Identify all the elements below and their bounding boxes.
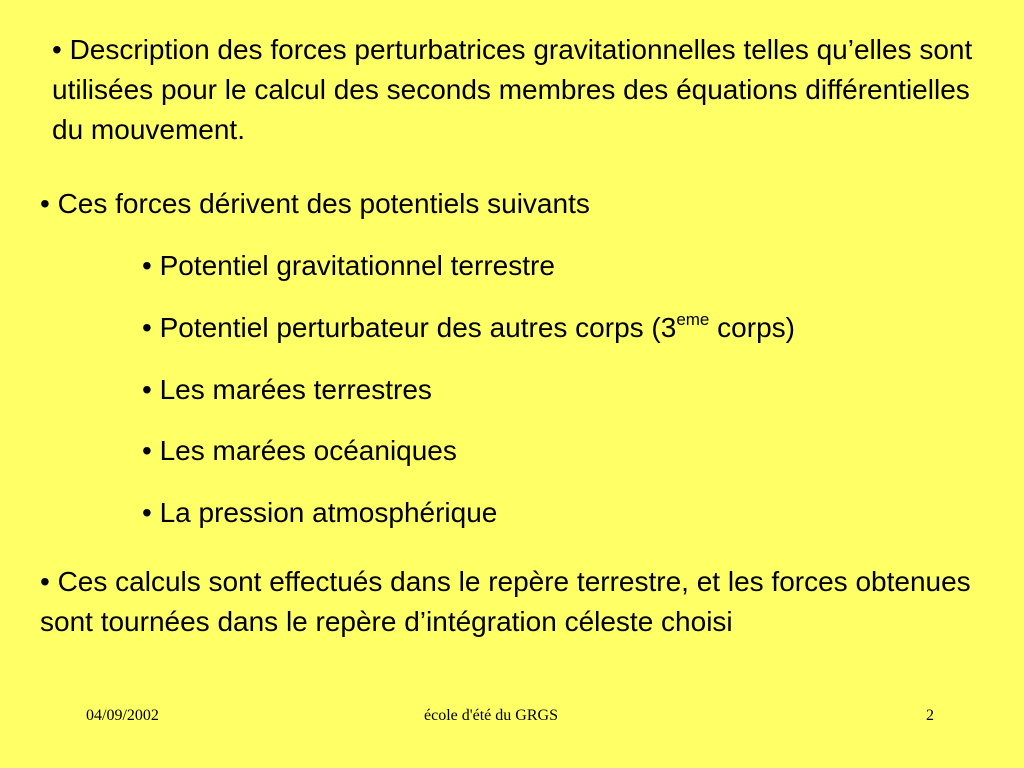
footer-title: école d'été du GRGS — [424, 707, 558, 724]
sub-bullet-third-body-suffix: corps) — [709, 312, 795, 343]
superscript-eme: eme — [676, 310, 710, 329]
sub-bullet-earth-tides: • Les marées terrestres — [142, 374, 432, 405]
bullet-potentials-intro: • Ces forces dérivent des potentiels suivants — [40, 188, 590, 219]
sub-bullet-ocean-tides: • Les marées océaniques — [142, 435, 457, 466]
sub-bullet-atmospheric-pressure: • La pression atmosphérique — [142, 497, 498, 528]
sub-bullet-third-body-potential — [142, 308, 795, 348]
bullet-calculations-frame: • Ces calculs sont effectués dans le repère terrestre, et les forces obtenues sont tournées dans le repère d’intégration céleste choisi — [40, 566, 971, 637]
sub-bullet-third-body-text: • Potentiel perturbateur des autres corps (3 — [142, 312, 677, 343]
footer-date: 04/09/2002 — [86, 707, 159, 724]
sub-bullet-gravitational-potential: • Potentiel gravitationnel terrestre — [142, 250, 555, 281]
bullet-description-forces: • Description des forces perturbatrices gravitationnelles telles qu’elles sont utilisées pour le calcul des seconds membres des équations différentielles du mouvement. — [52, 34, 973, 145]
footer-page-number: 2 — [926, 707, 934, 724]
